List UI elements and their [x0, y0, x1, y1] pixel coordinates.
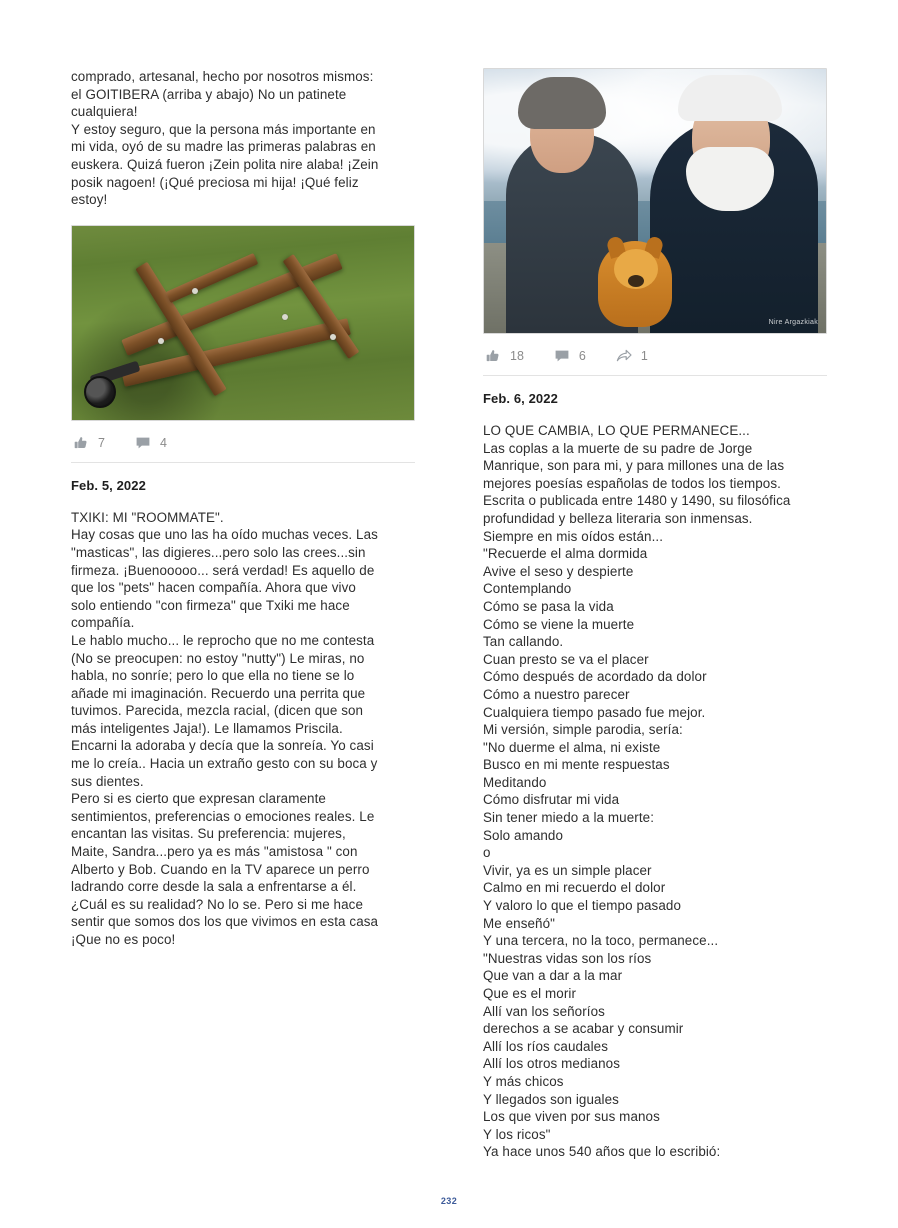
text-line: Mi versión, simple parodia, sería:	[483, 722, 683, 738]
text-line: Maite, Sandra...pero ya es más "amistosa " con	[71, 844, 358, 860]
text-line: Cómo después de acordado da dolor	[483, 669, 707, 685]
text-line: Que es el morir	[483, 986, 577, 1001]
text-line: Vivir, ya es un simple placer	[483, 862, 652, 878]
comment-icon	[554, 348, 570, 364]
text-line: Calmo en mi recuerdo el dolor	[483, 880, 666, 896]
left-body-paragraph	[71, 509, 415, 949]
share-icon	[616, 348, 632, 364]
comment-count: 4	[159, 435, 167, 450]
text-line: posik nagoen! (¡Qué preciosa mi hija! ¡Qué feliz	[71, 174, 359, 190]
text-line: Hay cosas que uno las ha oído muchas veces. Las	[71, 527, 378, 543]
text-line: Meditando	[483, 774, 547, 790]
text-line: compañía.	[71, 615, 135, 631]
comment-icon	[135, 435, 151, 451]
post-date: Feb. 5, 2022	[71, 477, 146, 493]
right-body-paragraph	[483, 422, 827, 1161]
text-line: Encarni la adoraba y decía que la sonreía. Yo casi	[71, 738, 374, 754]
text-line: Y una tercera, no la toco, permanece...	[483, 933, 719, 949]
text-line: Solo amando	[483, 827, 564, 843]
page-number: 232	[440, 1196, 458, 1206]
text-line: ladrando corre desde la sala a enfrentarse a él.	[71, 879, 357, 895]
photo-watermark: Nire Argazkiak	[768, 319, 818, 326]
text-line: mi vida, oyó de su madre las primeras palabras en	[71, 139, 376, 155]
left-column	[71, 68, 415, 1161]
text-line: Siempre en mis oídos están...	[483, 528, 664, 544]
text-line: habla, no sonríe; pero lo que ella no tiene se lo	[71, 668, 355, 684]
goitibera-wooden-cart-photo	[71, 225, 415, 421]
text-line: ¡Que no es poco!	[71, 932, 176, 947]
text-line: sentimientos, preferencias o emociones reales. Le	[71, 808, 375, 824]
text-line: Cómo se pasa la vida	[483, 598, 614, 614]
text-line: profundidad y belleza literaria son inmensas.	[483, 510, 753, 526]
person-right-hair	[678, 75, 782, 121]
cart-wheel	[84, 376, 116, 408]
text-line: solo entiendo "con firmeza" que Txiki me hace	[71, 597, 350, 613]
text-line: (No se preocupen: no estoy "nutty") Le miras, no	[71, 650, 365, 666]
text-line: Allí los otros medianos	[483, 1056, 621, 1072]
dog-snout	[628, 275, 644, 287]
cart-bolt	[192, 288, 198, 294]
text-line: "No duerme el alma, ni existe	[483, 739, 661, 755]
text-line: Cómo a nuestro parecer	[483, 686, 630, 702]
text-line: Que van a dar a la mar	[483, 968, 623, 984]
text-line: mejores poesías españolas de todos los tiempos.	[483, 475, 781, 491]
post-date: Feb. 6, 2022	[483, 391, 558, 406]
text-line: más inteligentes Jaja!). Le llamamos Priscila.	[71, 720, 343, 736]
comment-reaction[interactable]	[135, 435, 167, 451]
text-line: Cómo disfrutar mi vida	[483, 792, 620, 808]
text-line: Ya hace unos 540 años que lo escribió:	[483, 1144, 721, 1160]
text-line: "Recuerde el alma dormida	[483, 546, 648, 562]
text-line: "Nuestras vidas son los ríos	[483, 950, 652, 966]
person-left-hair	[518, 77, 606, 129]
text-line: ¿Cuál es su realidad? No lo se. Pero si me hace	[71, 896, 363, 912]
text-line: Y los ricos"	[483, 1126, 551, 1142]
text-line: tuvimos. Parecida, mezcla racial, (dicen que son	[71, 703, 364, 719]
like-reaction[interactable]	[485, 348, 524, 364]
text-line: Contemplando	[483, 581, 572, 597]
text-line: derechos a se acabar y consumir	[483, 1021, 684, 1037]
text-line: encantan las visitas. Su preferencia: mujeres,	[71, 826, 346, 842]
text-line: Manrique, son para mi, y para millones una de las	[483, 458, 785, 474]
text-line: comprado, artesanal, hecho por nosotros mismos:	[71, 69, 374, 84]
text-line: euskera. Quizá fueron ¡Zein polita nire alaba! ¡Zein	[71, 156, 379, 172]
text-line: Busco en mi mente respuestas	[483, 757, 670, 773]
couple-with-dog-photo	[483, 68, 827, 334]
like-count: 18	[510, 349, 524, 363]
comment-reaction[interactable]	[554, 348, 586, 364]
text-line: me lo creía.. Hacia un extraño gesto con su boca y	[71, 756, 378, 772]
left-top-paragraph	[71, 68, 415, 209]
cart-bolt	[158, 338, 164, 344]
text-line: Las coplas a la muerte de su padre de Jorge	[483, 440, 753, 456]
thumbs-up-icon	[485, 348, 501, 364]
text-line: Allí van los señoríos	[483, 1003, 605, 1019]
text-line: Sin tener miedo a la muerte:	[483, 810, 655, 826]
text-line: firmeza. ¡Buenooooo... será verdad! Es aquello de	[71, 562, 375, 578]
text-line: añade mi imaginación. Recuerdo una perrita que	[71, 685, 366, 701]
text-line: Y valoro lo que el tiempo pasado	[483, 898, 681, 914]
text-line: LO QUE CAMBIA, LO QUE PERMANECE...	[483, 423, 750, 438]
share-count: 1	[640, 349, 648, 363]
two-column-layout	[71, 68, 827, 1161]
text-line: Escrita o publicada entre 1480 y 1490, su filosófica	[483, 493, 791, 509]
like-count: 7	[98, 435, 105, 450]
text-line: Y estoy seguro, que la persona más importante en	[71, 121, 376, 137]
text-line: sentir que somos dos los que vivimos en esta casa	[71, 914, 379, 930]
right-column	[483, 68, 827, 1161]
text-line: "masticas", las digieres...pero solo las crees...sin	[71, 544, 366, 560]
text-line: sus dientes.	[71, 773, 144, 789]
text-line: el GOITIBERA (arriba y abajo) No un patinete	[71, 86, 347, 102]
text-line: Tan callando.	[483, 634, 564, 650]
text-line: Le hablo mucho... le reprocho que no me contesta	[71, 632, 375, 648]
reaction-bar	[483, 336, 827, 376]
reaction-bar	[71, 423, 415, 463]
text-line: estoy!	[71, 192, 108, 208]
text-line: Los que viven por sus manos	[483, 1109, 660, 1125]
thumbs-up-icon	[73, 435, 89, 451]
text-line: Alberto y Bob. Cuando en la TV aparece un perro	[71, 861, 370, 877]
cart-bolt	[282, 314, 288, 320]
like-reaction[interactable]	[73, 435, 105, 451]
share-reaction[interactable]	[616, 348, 648, 364]
text-line: Pero si es cierto que expresan claramente	[71, 791, 326, 807]
text-line: o	[483, 845, 491, 861]
cart-bolt	[330, 334, 336, 340]
text-line: cualquiera!	[71, 104, 138, 120]
text-line: Cómo se viene la muerte	[483, 616, 635, 632]
text-line: Y más chicos	[483, 1073, 564, 1089]
text-line: Y llegados son iguales	[483, 1091, 619, 1107]
text-line: Cuan presto se va el placer	[483, 651, 649, 667]
text-line: Cualquiera tiempo pasado fue mejor.	[483, 704, 706, 720]
comment-count: 6	[578, 349, 586, 363]
text-line: que los "pets" hacen compañía. Ahora que vivo	[71, 580, 356, 596]
text-line: Avive el seso y despierte	[483, 563, 634, 579]
text-line: Me enseñó"	[483, 915, 556, 931]
text-line: TXIKI: MI "ROOMMATE".	[71, 509, 224, 525]
text-line: Allí los ríos caudales	[483, 1038, 609, 1054]
